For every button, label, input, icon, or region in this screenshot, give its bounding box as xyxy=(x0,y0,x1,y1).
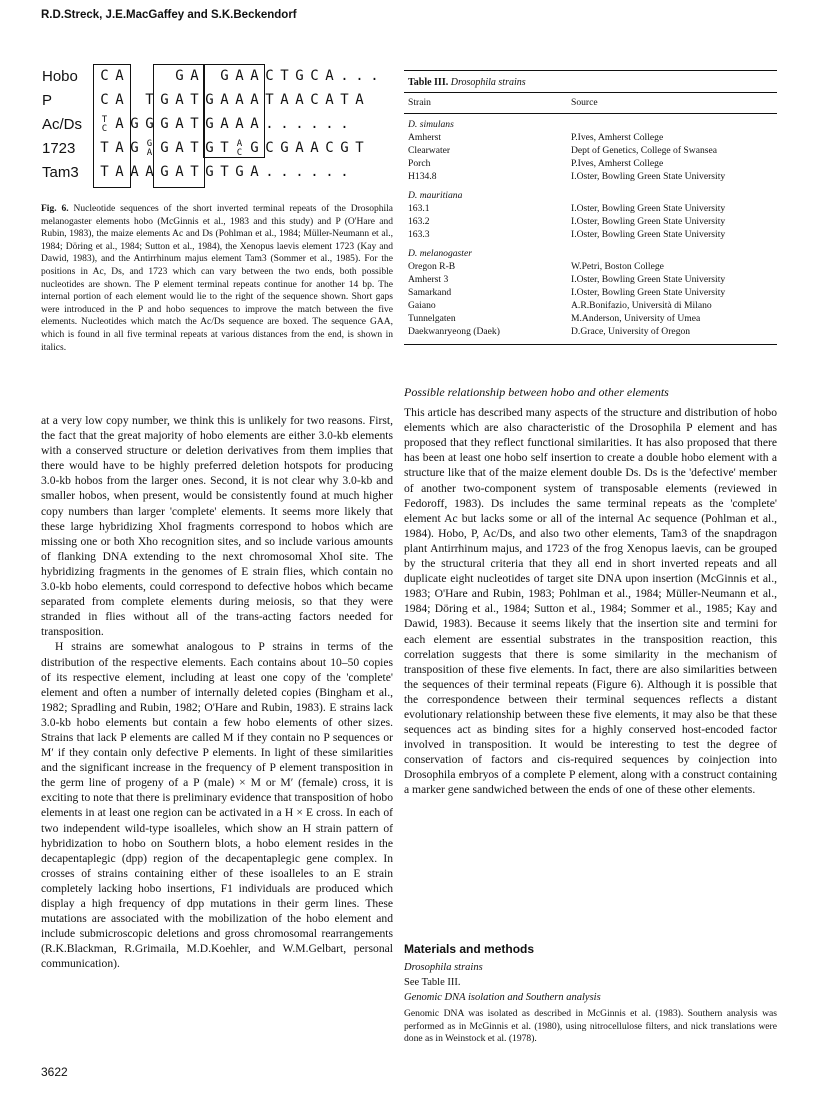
nucleotide: G xyxy=(295,68,304,84)
nucleotide: G xyxy=(205,92,214,108)
source-cell: I.Oster, Bowling Green State University xyxy=(571,287,726,298)
strain-cell: Daekwanryeong (Daek) xyxy=(408,326,500,337)
nucleotide: A C xyxy=(236,139,243,158)
nucleotide: . xyxy=(370,68,379,84)
nucleotide: C xyxy=(310,92,319,108)
nucleotide: T xyxy=(100,164,109,180)
nucleotide: G xyxy=(205,116,214,132)
match-box xyxy=(203,64,265,158)
nucleotide: T xyxy=(280,68,289,84)
nucleotide: C xyxy=(265,140,274,156)
source-cell: P.Ives, Amherst College xyxy=(571,158,664,169)
caption-text: Nucleotide sequences of the short inverted terminal repeats of the Drosophila melanogaster elements hobo (McGinnis et al., 1983 and this study) and P (O'Hare and Rubin, 1983), the maize elements Ac and Ds (Pohlman et al., 1984; Müller-Neumann et al., 1984; Döring et al., 1984; Sutton et al., 1984), the Xenopus laevis element 1723 (Kay and Dawid, 1983), and the Antirrhinum majus element Tam3 (Sommer et al., 1985). For the positions in Ac, Ds, and 1723 which can vary between the two ends, both possible nucleotides are shown. The P element terminal repeats continue for another 14 bp. The internal portion of each element would lie to the right of the sequence shown. Short gaps were introduced in the P and hobo sequences to improve the match between the five elements. Nucleotides which match the Ac/Ds sequence are boxed. The sequence GAA, which is found in all five terminal repeats at various distances from the end, is shown in italics. xyxy=(41,204,393,353)
nucleotide: A xyxy=(175,164,184,180)
table-row xyxy=(404,286,777,299)
nucleotide: T xyxy=(355,140,364,156)
nucleotide: A xyxy=(295,92,304,108)
strain-cell: Oregon R-B xyxy=(408,261,456,272)
species-group-heading xyxy=(404,247,777,260)
match-box xyxy=(153,64,205,188)
methods-subheading: Genomic DNA isolation and Southern analysis xyxy=(404,992,601,1003)
nucleotide: A xyxy=(130,164,139,180)
nucleotide: A xyxy=(250,164,259,180)
nucleotide: C xyxy=(100,92,109,108)
seq-label: 1723 xyxy=(42,140,76,157)
nucleotide: G xyxy=(280,140,289,156)
caption-label: Fig. 6. xyxy=(41,204,69,214)
nucleotide: T xyxy=(220,140,229,156)
source-cell: I.Oster, Bowling Green State University xyxy=(571,203,726,214)
table-row xyxy=(404,325,777,338)
figure-caption xyxy=(41,203,393,354)
species-name: D. simulans xyxy=(408,119,454,130)
source-cell: W.Petri, Boston College xyxy=(571,261,664,272)
nucleotide: G xyxy=(205,140,214,156)
nucleotide: G xyxy=(160,164,169,180)
nucleotide: A xyxy=(310,140,319,156)
source-cell: P.Ives, Amherst College xyxy=(571,132,664,143)
body-paragraph: H strains are somewhat analogous to P strains in terms of the distribution of the respective elements. Each contains about 10–50 copies of its respective element, including at least one copy of the 'complete' element and often a number of internally deleted copies (Bingham et al., 1982; Spradling and Rubin, 1982; O'Hare and Rubin, 1983). E strains lack 3.0-kb hobo elements but contain a few hobo elements of other sizes. Strains that lack P elements are called M if they contain no P sequences or M′ if they contain only defective P elements. In light of these similarities and the significant increase in the frequency of P element transposition in the germ line of progeny of a P (male) × M or M′ (female) cross, it is exciting to note that there is preliminary evidence that transposition of hobo elements in at least one region can be activated in a H × E cross. In each of two independent wild-type isoalleles, which show an H strain pattern of hybridization to hobo on Southern blots, a hobo element resides in the decapentaplegic (dpp) region of the decapentaplegic gene complex. In crosses of strains containing either of these isoalleles to an E strain completely lacking hobo insertions, F1 individuals are produced which display a high frequency of dpp mutations in their germ lines. These mutations are associated with the mobilization of the hobo element and include submicroscopic deletions and gross chromosomal rearrangements (R.K.Blackman, R.Grimaila, M.D.Koehler, and W.M.Gelbart, personal communication). xyxy=(41,640,393,971)
table-bottom-rule xyxy=(404,344,777,345)
source-cell: M.Anderson, University of Umea xyxy=(571,313,701,324)
nucleotide: . xyxy=(340,116,349,132)
strain-cell: Amherst 3 xyxy=(408,274,449,285)
nucleotide: T xyxy=(190,164,199,180)
strain-cell: 163.2 xyxy=(408,216,430,227)
source-cell: I.Oster, Bowling Green State University xyxy=(571,274,726,285)
species-name: D. mauritiana xyxy=(408,190,463,201)
nucleotide: . xyxy=(265,164,274,180)
nucleotide: A xyxy=(235,92,244,108)
nucleotide: A xyxy=(250,116,259,132)
seq-label: Hobo xyxy=(42,68,78,85)
source-cell: I.Oster, Bowling Green State University xyxy=(571,171,726,182)
nucleotide: G xyxy=(160,92,169,108)
nucleotide: C xyxy=(310,68,319,84)
strain-cell: Tunnelgaten xyxy=(408,313,456,324)
table-rule xyxy=(404,113,777,114)
strain-cell: Porch xyxy=(408,158,431,169)
methods-text: See Table III. xyxy=(404,977,461,988)
nucleotide: . xyxy=(265,116,274,132)
table-row xyxy=(404,215,777,228)
nucleotide: T xyxy=(100,140,109,156)
nucleotide: . xyxy=(310,164,319,180)
strain-cell: 163.1 xyxy=(408,203,430,214)
strain-cell: Gaiano xyxy=(408,300,436,311)
nucleotide: G xyxy=(145,116,154,132)
nucleotide: A xyxy=(115,92,124,108)
nucleotide: G xyxy=(175,68,184,84)
methods-paragraph: Genomic DNA was isolated as described in McGinnis et al. (1983). Southern analysis was performed as in McGinnis et al. (1980), using nitrocellulose filters, and nick translations were done as in Weinstock et al. (1978). xyxy=(404,1008,777,1044)
seq-label: P xyxy=(42,92,53,109)
nucleotide: A xyxy=(280,92,289,108)
body-paragraph: at a very low copy number, we think this is unlikely for two reasons. First, the fact that the great majority of hobo elements are either 3.0-kb elements with a conserved structure or deletion derivatives from them implies that there would have to be highly preferred deletion hotspots for producing 3.0-kb hobos from the larger ones. Second, it is not clear why 3.0-kb and smaller hobos, when present, would be consistently found at much higher copy numbers than larger 'complete' elements. It seems more likely that these large hybridizing XhoI fragments correspond to hobos which are missing one or both Xho recognition sites, and so include various amounts of flanking DNA extending to the next chromosomal XhoI site. The hybridizing fragments in the genomes of E strain flies, which contain no 3.0-kb hobo elements, could correspond to defective hobos which became separated from complete elements during meiosis, so that they were stranded in flies without all of the trans-acting factors needed for transposition. xyxy=(41,414,393,639)
nucleotide: . xyxy=(310,116,319,132)
nucleotide: T C xyxy=(101,115,108,134)
nucleotide: A xyxy=(175,116,184,132)
nucleotide: . xyxy=(280,116,289,132)
nucleotide: A xyxy=(220,92,229,108)
strain-cell: H134.8 xyxy=(408,171,437,182)
nucleotide: A xyxy=(295,140,304,156)
nucleotide: G xyxy=(160,116,169,132)
table-caption: Drosophila strains xyxy=(448,77,526,88)
source-cell: A.R.Bonifazio, Università di Milano xyxy=(571,300,712,311)
source-cell: D.Grace, University of Oregon xyxy=(571,326,691,337)
table-row xyxy=(404,170,777,183)
body-paragraph: This article has described many aspects of the structure and distribution of hobo elements which are also characteristic of the Drosophila P element and has proposed that they reflect functional similarities. It has also proposed that there has been at least one hobo self insertion to create a double hobo element with a structure like that of the maize element double Ds. Ds is the 'defective' member of another two-component system of transposable elements (reviewed in Fedoroff, 1983). Ds includes the same terminal repeats as the 'complete' element Ac but lacks some or all of the internal Ac sequence (Pohlman et al., 1984). Hobo, P, Ac/Ds, and also two other elements, Tam3 of the snapdragon plant Antirrhinum majus, and 1723 of the frog Xenopus laevis, can be grouped by the structural criteria that they all end in short inverted repeats and all duplicate eight nucleotides of target site DNA upon insertion (McGinnis et al., 1983; O'Hare and Rubin, 1983; Pohlman et al., 1984; Müller-Neumann et al., 1984; Döring et al., 1984; Sutton et al., 1984; Sommer et al., 1985; Kay and Dawid, 1983). Because it seems likely that the insertion site and termini for each element are essential substrates in the transposition reaction, this correlation suggests that there is some similarity in the mechanism of transposition of these five elements. In fact, there are also similarities between the sequences of their terminal repeats (Figure 6). Although it is possible that the correspondence between their terminal sequences reflects a distant evolutionary relationship between these five elements, it may also be that these sequences act as binding sites for a highly conserved host-encoded factor involved in transposition. It would be interesting to test the degree of conservation of factors and cis-required sequences by coinjection into Drosophila embryos of a complete P element, along with a construct containing a marker gene sandwiched between the ends of one of these other elements. xyxy=(404,406,777,797)
table-body xyxy=(404,118,777,345)
source-cell: Dept of Genetics, College of Swansea xyxy=(571,145,717,156)
header-source: Source xyxy=(571,97,598,108)
seq-label: Ac/Ds xyxy=(42,116,83,133)
nucleotide: G xyxy=(130,140,139,156)
table-row xyxy=(404,157,777,170)
nucleotide: . xyxy=(340,164,349,180)
nucleotide: T xyxy=(190,116,199,132)
nucleotide: A xyxy=(325,92,334,108)
nucleotide: . xyxy=(295,116,304,132)
nucleotide: A xyxy=(235,68,244,84)
nucleotide: A xyxy=(250,92,259,108)
species-name: D. melanogaster xyxy=(408,248,472,259)
source-cell: I.Oster, Bowling Green State University xyxy=(571,216,726,227)
table-row xyxy=(404,144,777,157)
methods-subheading: Drosophila strains xyxy=(404,962,483,973)
nucleotide: G xyxy=(250,140,259,156)
right-column xyxy=(404,385,777,798)
nucleotide: T xyxy=(190,140,199,156)
nucleotide: T xyxy=(190,92,199,108)
table-row xyxy=(404,131,777,144)
table-row xyxy=(404,273,777,286)
page-number: 3622 xyxy=(41,1065,68,1079)
nucleotide: C xyxy=(265,68,274,84)
nucleotide: G xyxy=(220,68,229,84)
header-strain: Strain xyxy=(408,97,431,108)
nucleotide: A xyxy=(115,116,124,132)
nucleotide: A xyxy=(145,164,154,180)
nucleotide: G xyxy=(130,116,139,132)
strain-cell: Amherst xyxy=(408,132,442,143)
nucleotide: A xyxy=(235,116,244,132)
nucleotide: A xyxy=(115,68,124,84)
table-title xyxy=(404,71,777,92)
species-group-heading xyxy=(404,189,777,202)
match-box xyxy=(93,64,131,188)
nucleotide: T xyxy=(145,92,154,108)
nucleotide: G xyxy=(235,164,244,180)
nucleotide: T xyxy=(265,92,274,108)
nucleotide: G xyxy=(340,140,349,156)
nucleotide: . xyxy=(295,164,304,180)
nucleotide: A xyxy=(220,116,229,132)
section-heading: Possible relationship between hobo and other elements xyxy=(404,385,669,399)
nucleotide: A xyxy=(355,92,364,108)
nucleotide: A xyxy=(115,164,124,180)
nucleotide: . xyxy=(325,116,334,132)
nucleotide: C xyxy=(100,68,109,84)
nucleotide: . xyxy=(340,68,349,84)
table-row xyxy=(404,228,777,241)
methods-heading: Materials and methods xyxy=(404,942,535,956)
nucleotide: A xyxy=(325,68,334,84)
table-drosophila-strains xyxy=(404,70,777,345)
nucleotide: A xyxy=(190,68,199,84)
nucleotide: C xyxy=(325,140,334,156)
nucleotide: G xyxy=(160,140,169,156)
nucleotide: G A xyxy=(146,139,153,158)
nucleotide: . xyxy=(355,68,364,84)
nucleotide: A xyxy=(115,140,124,156)
table-row xyxy=(404,299,777,312)
sequence-alignment-figure xyxy=(40,64,390,190)
table-row xyxy=(404,260,777,273)
running-head: R.D.Streck, J.E.MacGaffey and S.K.Beckendorf xyxy=(41,9,297,21)
left-column xyxy=(41,413,393,971)
species-group-heading xyxy=(404,118,777,131)
source-cell: I.Oster, Bowling Green State University xyxy=(571,229,726,240)
nucleotide: A xyxy=(250,68,259,84)
nucleotide: A xyxy=(175,92,184,108)
table-row xyxy=(404,202,777,215)
seq-label: Tam3 xyxy=(42,164,79,181)
strain-cell: Samarkand xyxy=(408,287,452,298)
nucleotide: T xyxy=(340,92,349,108)
nucleotide: G xyxy=(205,164,214,180)
nucleotide: . xyxy=(280,164,289,180)
seq-letters xyxy=(97,164,352,180)
table-row xyxy=(404,312,777,325)
table-label: Table III. xyxy=(408,77,449,88)
nucleotide: A xyxy=(175,140,184,156)
nucleotide: . xyxy=(325,164,334,180)
strain-cell: 163.3 xyxy=(408,229,430,240)
strain-cell: Clearwater xyxy=(408,145,451,156)
table-header-row xyxy=(404,93,777,113)
nucleotide: T xyxy=(220,164,229,180)
